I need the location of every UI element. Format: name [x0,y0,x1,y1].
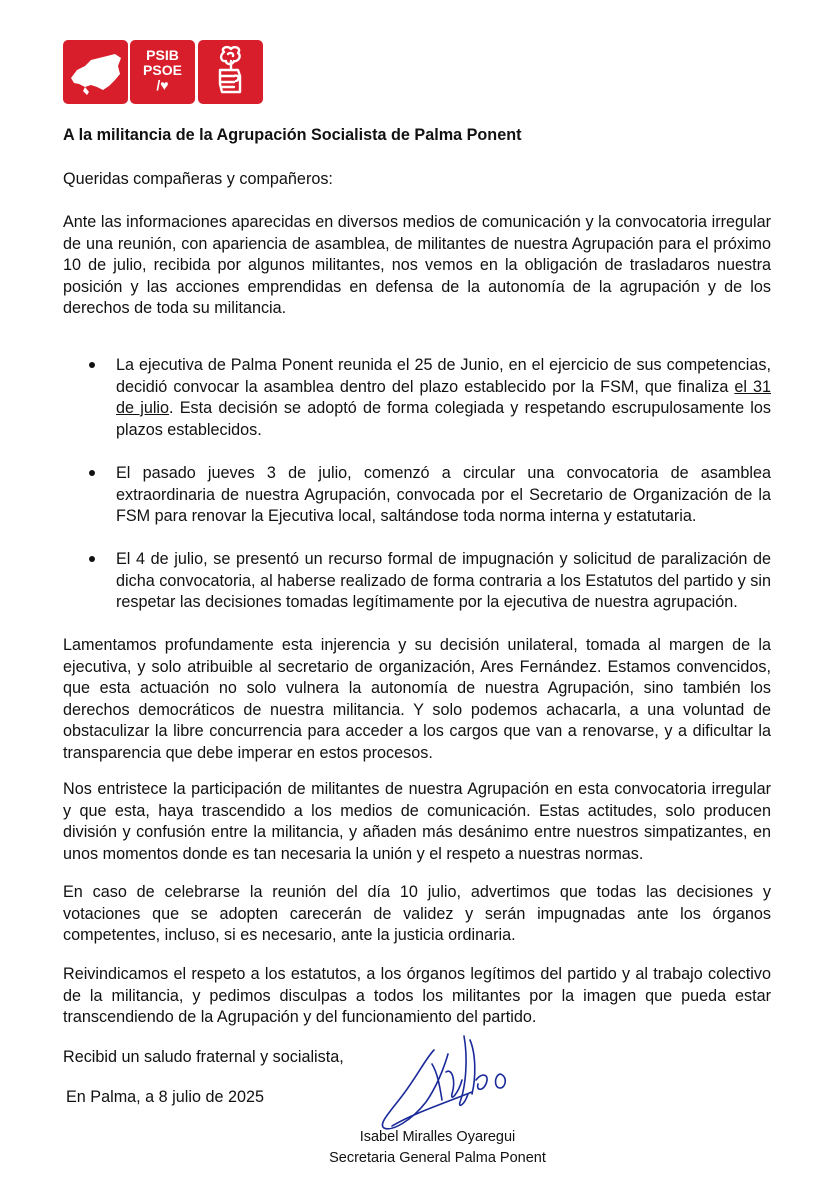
bullet-text: La ejecutiva de Palma Ponent reunida el 25 de Junio, en el ejercicio de sus competencias, decidió convocar la asamblea dentro del plazo establecido por la FSM, que finaliza el 31 de julio. Esta decisión se adoptó de forma colegiada y respetando escrupulosamente los plazos establecidos. [116,356,771,439]
fist-rose-logo [198,40,263,104]
signatory-name: Isabel Miralles Oyaregui [359,1129,516,1145]
logo-line-psib: PSIB [146,47,179,63]
underlined-date: el 31 de julio [116,377,771,417]
psib-psoe-logo [130,40,195,104]
bullet-icon [89,556,95,562]
closing-line: Recibid un saludo fraternal y socialista, [63,1048,344,1066]
bullet-text: El 4 de julio, se presentó un recurso formal de impugnación y solicitud de paralización de dicha convocatoria, al haberse realizado de forma contraria a los Estatutos del partido y sin respetar las decisiones tomadas legítimamente por la ejecutiva de nuestra agrupación. [116,550,771,611]
greeting: Queridas compañeras y compañeros: [63,170,333,188]
letter-heading: A la militancia de la Agrupación Socialista de Palma Ponent [63,126,522,144]
mallorca-map-logo [63,40,128,104]
logo-line-heart: /♥ [156,77,169,93]
body-paragraph: Nos entristece la participación de militantes de nuestra Agrupación en esta convocatoria irregular y que esta, haya trascendido a los medios de comunicación. Estas actitudes, solo producen división y confusión entre la militancia, y añaden más desánimo entre nuestros simpatizantes, en unos momentos donde es tan necesaria la unión y el respeto a nuestras normas. [63,780,771,863]
bullet-text: El pasado jueves 3 de julio, comenzó a circular una convocatoria de asamblea extraordinaria de nuestra Agrupación, convocada por el Secretario de Organización de la FSM para renovar la Ejecutiva local, saltándose toda norma interna y estatutaria. [116,464,771,525]
body-paragraph: Lamentamos profundamente esta injerencia y su decisión unilateral, tomada al margen de la ejecutiva, y solo atribuible al secretario de organización, Ares Fernández. Estamos convencidos, que esta actuación no solo vulnera la autonomía de nuestra Agrupación, sino también los derechos democráticos de nuestra militancia. Y solo podemos achacarla, a una voluntad de obstaculizar la libre concurrencia para acceder a los cargos que van a renovarse, y a dificultar la transparencia que debe imperar en estos procesos. [63,636,771,762]
signatory-title: Secretaria General Palma Ponent [329,1150,546,1166]
logo-line-psoe: PSOE [143,62,182,78]
body-paragraph: En caso de celebrarse la reunión del día 10 julio, advertimos que todas las decisiones y votaciones que se adopten carecerán de validez y serán impugnadas ante los órganos competentes, incluso, si es necesario, ante la justicia ordinaria. [63,883,771,944]
intro-paragraph: Ante las informaciones aparecidas en diversos medios de comunicación y la convocatoria irregular de una reunión, con apariencia de asamblea, de militantes de nuestra Agrupación para el próximo 10 de julio, recibida por algunos militantes, nos vemos en la obligación de trasladaros nuestra posición y las acciones emprendidas en defensa de la autonomía de la agrupación y de los derechos de toda su militancia. [63,213,771,317]
handwritten-signature [372,1028,532,1138]
body-paragraph: Reivindicamos el respeto a los estatutos, a los órganos legítimos del partido y al trabajo colectivo de la militancia, y pedimos disculpas a todos los militantes por la imagen que pueda estar transcendiendo de la Agrupación y del funcionamiento del partido. [63,965,771,1026]
bullet-icon [89,470,95,476]
bullet-icon [89,362,95,368]
place-date: En Palma, a 8 julio de 2025 [66,1088,264,1106]
